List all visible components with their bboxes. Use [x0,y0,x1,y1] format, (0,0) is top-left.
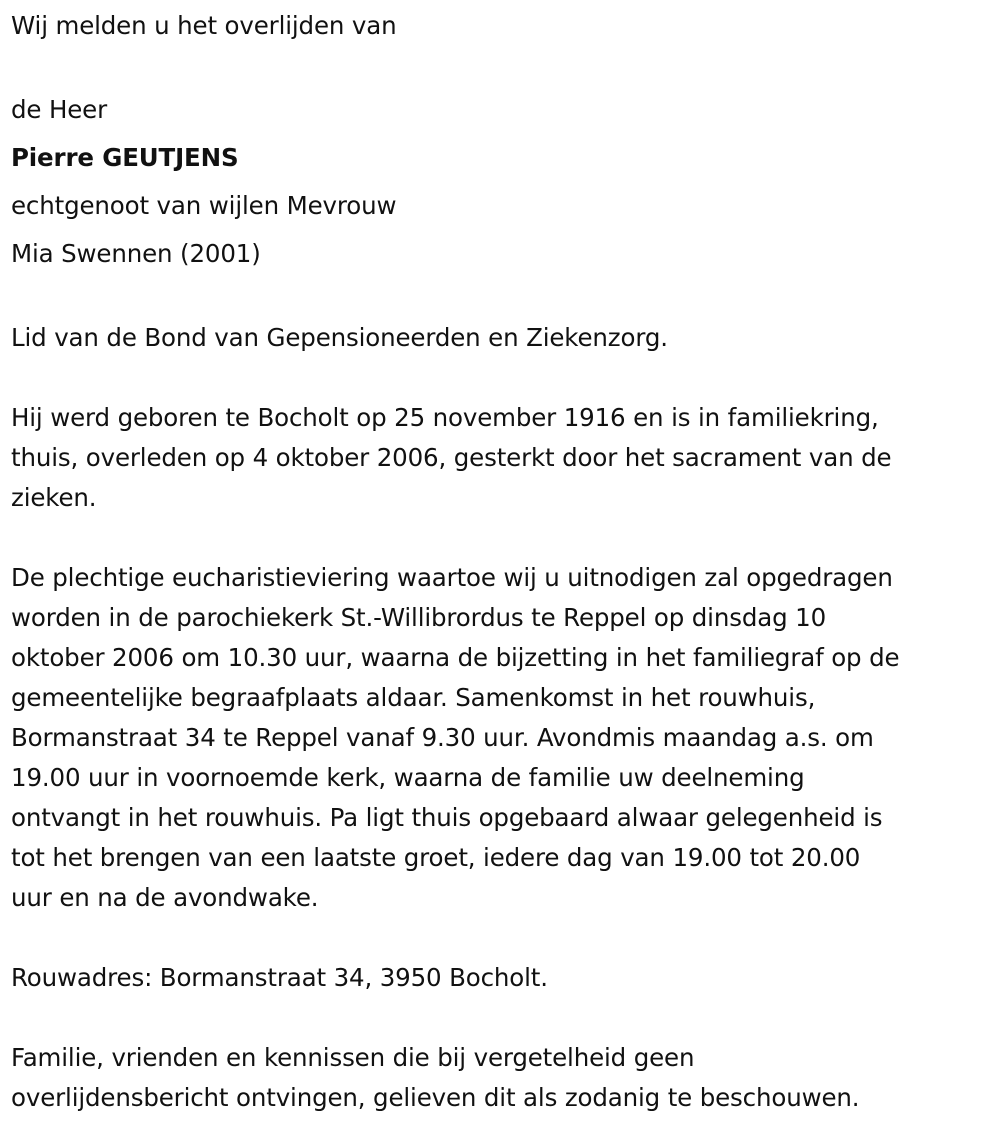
birth-death-paragraph [11,398,996,518]
paragraph-line: Hij werd geboren te Bocholt op 25 november 1916 en is in familiekring, [11,403,879,432]
paragraph-line: ontvangt in het rouwhuis. Pa ligt thuis opgebaard alwaar gelegenheid is [11,803,883,832]
paragraph-line: thuis, overleden op 4 oktober 2006, gesterkt door het sacrament van de [11,443,892,472]
spacer [11,518,996,558]
spacer [11,358,996,398]
intro-text: Wij melden u het overlijden van [11,11,397,40]
membership-text: Lid van de Bond van Gepensioneerden en Ziekenzorg. [11,323,668,352]
address-text: Rouwadres: Bormanstraat 34, 3950 Bocholt. [11,963,548,992]
paragraph-line: overlijdensbericht ontvingen, gelieven dit als zodanig te beschouwen. [11,1083,860,1112]
paragraph-line: zieken. [11,483,97,512]
paragraph-line: 19.00 uur in voornoemde kerk, waarna de familie uw deelneming [11,763,805,792]
paragraph-line: Familie, vrienden en kennissen die bij vergetelheid geen [11,1043,695,1072]
deceased-name: Pierre GEUTJENS [11,143,239,172]
death-notice [11,6,996,1118]
paragraph-line: De plechtige eucharistieviering waartoe wij u uitnodigen zal opgedragen [11,563,893,592]
spacer [11,278,996,318]
honorific: de Heer [11,95,108,124]
closing-paragraph [11,1038,996,1118]
paragraph-line: Bormanstraat 34 te Reppel vanaf 9.30 uur. Avondmis maandag a.s. om [11,723,874,752]
spacer [11,998,996,1038]
ceremony-paragraph [11,558,996,918]
spouse-line-1: echtgenoot van wijlen Mevrouw [11,191,397,220]
spacer [11,46,996,86]
paragraph-line: oktober 2006 om 10.30 uur, waarna de bijzetting in het familiegraf op de [11,643,900,672]
paragraph-line: worden in de parochiekerk St.-Willibrordus te Reppel op dinsdag 10 [11,603,827,632]
paragraph-line: uur en na de avondwake. [11,883,319,912]
paragraph-line: tot het brengen van een laatste groet, iedere dag van 19.00 tot 20.00 [11,843,861,872]
spacer [11,918,996,958]
paragraph-line: gemeentelijke begraafplaats aldaar. Samenkomst in het rouwhuis, [11,683,816,712]
spouse-line-2: Mia Swennen (2001) [11,239,261,268]
